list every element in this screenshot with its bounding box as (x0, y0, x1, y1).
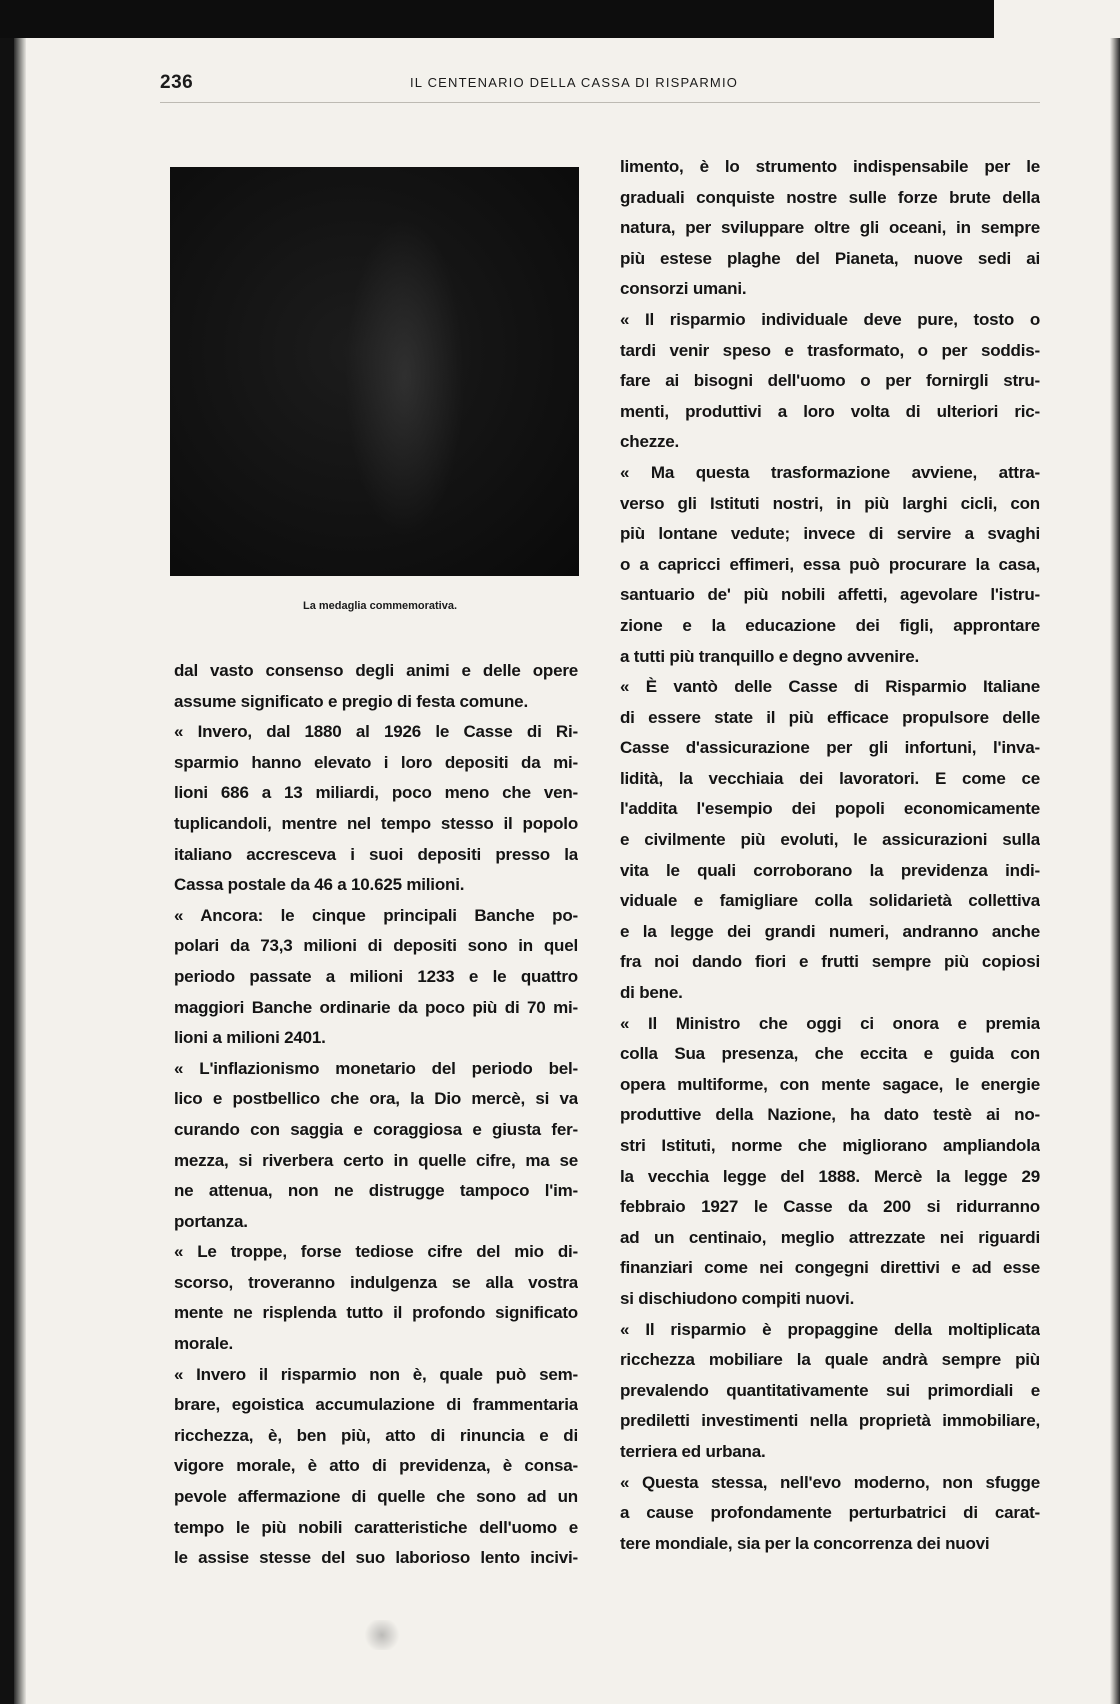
text-line: mente ne risplenda tutto il profondo significato (174, 1303, 578, 1323)
text-line: dal vasto consenso degli animi e delle opere (174, 661, 578, 680)
text-line: « È vantò delle Casse di Risparmio Italiane (620, 677, 1040, 697)
text-line: finanziari come nei congegni direttivi e ad esse (620, 1258, 1040, 1278)
text-line: morale. (174, 1334, 234, 1354)
header-rule (160, 102, 1040, 103)
text-line: natura, per sviluppare oltre gli oceani, in sempre (620, 218, 1040, 238)
text-line: a cause profondamente perturbatrici di carat- (620, 1503, 1040, 1523)
text-line: sparmio hanno elevato i loro depositi da mi- (174, 752, 578, 772)
text-line: di bene. (620, 983, 683, 1003)
text-line: tempo le più nobili caratteristiche dell'uomo e (174, 1517, 578, 1537)
text-line: graduali conquiste nostre sulle forze brute della (620, 187, 1040, 207)
text-line: maggiori Banche ordinarie da poco più di 70 mi- (174, 997, 578, 1017)
print-smudge (362, 1620, 402, 1650)
left-text-column (174, 656, 578, 1574)
text-line: « Il risparmio è propaggine della moltiplicata (620, 1319, 1040, 1339)
right-text-column (620, 152, 1040, 1559)
text-line: le assise stesse del suo laborioso lento incivi- (174, 1548, 578, 1568)
scan-corner (994, 0, 1120, 38)
text-line: colla Sua presenza, che eccita e guida con (620, 1044, 1040, 1064)
text-line: consorzi umani. (620, 279, 747, 299)
figure-caption: La medaglia commemorativa. (302, 600, 458, 612)
text-line: ricchezza, è, ben più, atto di rinuncia e di (174, 1425, 578, 1445)
text-line: l'addita l'esempio dei popoli economicamente (620, 799, 1040, 819)
text-line: terriera ed urbana. (620, 1441, 766, 1461)
text-line: tuplicandoli, mentre nel tempo stesso il popolo (174, 813, 578, 833)
text-line: italiano accresceva i suoi depositi presso la (174, 844, 578, 864)
text-line: « Le troppe, forse tediose cifre del mio di- (174, 1242, 578, 1262)
text-line: vita le quali corroborano la previdenza indi- (620, 860, 1040, 880)
text-line: lidità, la vecchiaia dei lavoratori. E come ce (620, 768, 1040, 788)
running-title: IL CENTENARIO DELLA CASSA DI RISPARMIO (410, 75, 739, 90)
text-line: più estese plaghe del Pianeta, nuove sedi ai (620, 248, 1040, 268)
text-line: « Invero, dal 1880 al 1926 le Casse di Ri- (174, 722, 578, 742)
text-line: pevole affermazione di quelle che sono ad un (174, 1487, 578, 1507)
text-line: « Invero il risparmio non è, quale può sem- (174, 1364, 578, 1384)
text-line: Casse d'assicurazione per gli infortuni, l'inva- (620, 738, 1040, 758)
text-line: scorso, troveranno indulgenza se alla vostra (174, 1272, 578, 1292)
text-line: fra noi dando fiori e frutti sempre più copiosi (620, 952, 1040, 972)
text-line: ricchezza mobiliare la quale andrà sempre più (620, 1350, 1040, 1370)
text-line: chezze. (620, 432, 680, 452)
text-line: « Ma questa trasformazione avviene, attra- (620, 462, 1040, 482)
text-line: lioni a milioni 2401. (174, 1028, 326, 1048)
text-line: verso gli Istituti nostri, in più larghi cicli, con (620, 493, 1040, 513)
text-line: assume significato e pregio di festa comune. (174, 691, 528, 711)
text-line: stri Istituti, norme che migliorano ampliandola (620, 1136, 1040, 1155)
text-line: la vecchia legge del 1888. Mercè la legge 29 (620, 1166, 1040, 1186)
text-line: brare, egoistica accumulazione di frammentaria (174, 1395, 578, 1415)
text-line: ne attenua, non ne distrugge tampoco l'im- (174, 1181, 578, 1201)
text-line: di essere state il più efficace propulsore delle (620, 707, 1040, 727)
text-line: prevalendo quantitativamente sui primordiali e (620, 1380, 1040, 1400)
text-line: zione e la educazione dei figli, approntare (620, 615, 1040, 635)
text-line: ad un centinaio, meglio attrezzate nei riguardi (620, 1227, 1040, 1247)
text-line: portanza. (174, 1211, 248, 1231)
text-line: periodo passate a milioni 1233 e le quattro (174, 966, 578, 986)
text-line: « L'inflazionismo monetario del periodo bel- (174, 1058, 578, 1078)
text-line: « Il Ministro che oggi ci onora e premia (620, 1013, 1040, 1033)
text-line: « Ancora: le cinque principali Banche po- (174, 905, 578, 925)
text-line: o a capricci effimeri, essa può procurare la casa, (620, 554, 1040, 574)
text-line: prediletti investimenti nella proprietà immobiliare, (620, 1411, 1040, 1431)
text-line: lico e postbellico che ora, la Dio mercè, si va (174, 1089, 578, 1109)
text-line: opera multiforme, con mente sagace, le energie (620, 1074, 1040, 1094)
text-line: viduale e famigliare colla solidarietà collettiva (620, 891, 1040, 911)
text-line: tere mondiale, sia per la concorrenza dei nuovi (620, 1533, 990, 1553)
text-line: più lontane vedute; invece di servire a svaghi (620, 524, 1040, 544)
text-line: mezza, si riverbera certo in quelle cifre, ma se (174, 1150, 578, 1170)
text-line: si dischiudono compiti nuovi. (620, 1288, 855, 1308)
medal-relief (345, 217, 465, 537)
text-line: Cassa postale da 46 a 10.625 milioni. (174, 875, 465, 895)
text-line: febbraio 1927 le Casse da 200 si ridurranno (620, 1197, 1040, 1217)
text-line: menti, produttivi a loro volta di ulteriori ric- (620, 401, 1040, 421)
text-line: a tutti più tranquillo e degno avvenire. (620, 646, 919, 666)
text-line: limento, è lo strumento indispensabile per le (620, 157, 1040, 176)
page-number: 236 (160, 72, 194, 93)
text-line: curando con saggia e coraggiosa e giusta fer- (174, 1119, 578, 1139)
text-line: polari da 73,3 milioni di depositi sono in quel (174, 936, 578, 956)
scan-top-border (0, 0, 1120, 38)
text-line: e civilmente più evoluti, le assicurazioni sulla (620, 830, 1040, 850)
text-line: vigore morale, è atto di previdenza, è consa- (174, 1456, 578, 1476)
medal-photograph (170, 167, 579, 576)
text-line: fare ai bisogni dell'uomo o per fornirgli stru- (620, 371, 1040, 391)
text-line: e la legge dei grandi numeri, andranno anche (620, 921, 1040, 941)
text-line: « Questa stessa, nell'evo moderno, non sfugge (620, 1472, 1040, 1492)
text-line: santuario de' più nobili affetti, agevolare l'istru- (620, 585, 1040, 605)
page-header (160, 64, 1040, 104)
text-line: tardi venir speso e trasformato, o per soddis- (620, 340, 1040, 360)
text-line: lioni 686 a 13 miliardi, poco meno che ven- (174, 783, 578, 803)
text-line: « Il risparmio individuale deve pure, tosto o (620, 309, 1040, 329)
text-line: produttive della Nazione, ha dato testè ai no- (620, 1105, 1040, 1125)
